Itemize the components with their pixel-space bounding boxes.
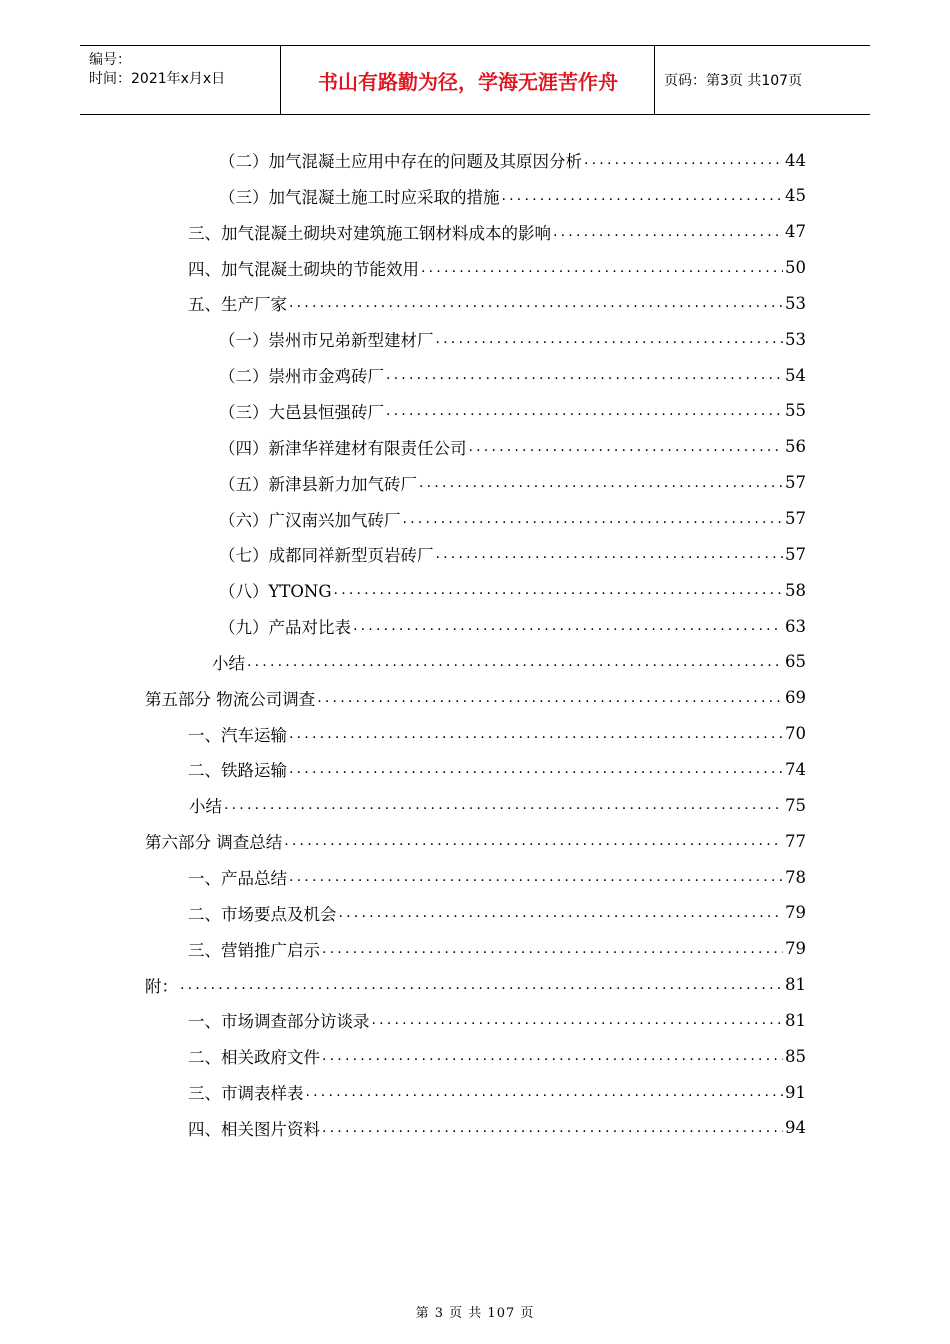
toc-entry[interactable] bbox=[188, 214, 806, 250]
toc-entry[interactable] bbox=[219, 465, 806, 501]
toc-entry-page: 57 bbox=[785, 473, 806, 493]
header-meta bbox=[80, 46, 281, 114]
toc-entry[interactable] bbox=[219, 501, 806, 537]
toc-entry[interactable] bbox=[219, 142, 806, 178]
toc-entry[interactable] bbox=[219, 393, 806, 429]
toc-entry[interactable] bbox=[188, 285, 806, 321]
toc-entry-page: 79 bbox=[785, 903, 806, 923]
toc-leader-dots bbox=[421, 260, 783, 276]
toc-entry-page: 91 bbox=[785, 1082, 806, 1102]
toc-entry-title: 一、产品总结 bbox=[188, 869, 287, 888]
toc-leader-dots bbox=[289, 295, 783, 311]
toc-entry-page: 53 bbox=[785, 293, 806, 313]
toc-entry-page: 81 bbox=[785, 1010, 806, 1030]
toc-entry-page: 53 bbox=[785, 329, 806, 349]
toc-entry[interactable] bbox=[145, 680, 806, 716]
toc-entry-page: 63 bbox=[785, 616, 806, 636]
toc-entry[interactable] bbox=[188, 751, 806, 787]
toc-entry-title: 第五部分 物流公司调查 bbox=[145, 689, 316, 709]
toc-entry[interactable] bbox=[219, 321, 806, 357]
toc-entry-page: 45 bbox=[785, 186, 806, 206]
toc-entry-title: 五、生产厂家 bbox=[188, 295, 287, 315]
toc-entry[interactable] bbox=[189, 787, 806, 823]
toc-leader-dots bbox=[436, 546, 784, 562]
toc-entry-page: 94 bbox=[785, 1118, 806, 1138]
toc-leader-dots bbox=[502, 188, 784, 204]
toc-entry-title: （九）产品对比表 bbox=[219, 618, 351, 638]
toc-entry-title: 一、市场调查部分访谈录 bbox=[188, 1012, 370, 1032]
toc-entry-title: 小结 bbox=[189, 797, 222, 817]
toc-entry[interactable] bbox=[188, 895, 806, 931]
toc-leader-dots bbox=[403, 511, 784, 527]
toc-leader-dots bbox=[353, 618, 783, 634]
toc-entry-title: （四）新津华祥建材有限责任公司 bbox=[219, 438, 467, 458]
toc-entry[interactable] bbox=[188, 1002, 806, 1038]
toc-entry-page: 78 bbox=[785, 867, 806, 887]
toc-entry[interactable] bbox=[188, 716, 806, 752]
toc-entry-page: 44 bbox=[785, 150, 806, 170]
toc-entry[interactable] bbox=[219, 608, 806, 644]
toc-entry-page: 81 bbox=[785, 975, 806, 995]
toc-entry-page: 85 bbox=[785, 1046, 806, 1066]
toc-entry-title: 三、市调表样表 bbox=[188, 1084, 304, 1104]
toc-entry-title: 小结 bbox=[212, 653, 245, 673]
toc-leader-dots bbox=[322, 1048, 783, 1064]
toc-entry[interactable] bbox=[219, 536, 806, 572]
toc-entry-title: （二）加气混凝土应用中存在的问题及其原因分析 bbox=[219, 152, 582, 171]
toc-entry[interactable] bbox=[219, 572, 806, 608]
toc-leader-dots bbox=[180, 977, 783, 993]
toc-leader-dots bbox=[289, 726, 783, 742]
toc-entry-page: 47 bbox=[785, 222, 806, 242]
toc-entry[interactable] bbox=[145, 823, 806, 859]
toc-entry-title: （五）新津县新力加气砖厂 bbox=[219, 474, 417, 494]
toc-entry-page: 54 bbox=[785, 365, 806, 385]
toc-leader-dots bbox=[289, 869, 783, 885]
toc-entry-page: 65 bbox=[785, 652, 806, 672]
toc-entry-title: （二）崇州市金鸡砖厂 bbox=[219, 367, 384, 387]
toc-entry-page: 57 bbox=[785, 544, 806, 564]
header-motto: 书山有路勤为径，学海无涯苦作舟 bbox=[282, 46, 655, 114]
toc-leader-dots bbox=[224, 797, 783, 813]
toc-leader-dots bbox=[317, 690, 783, 706]
toc-entry-title: 二、铁路运输 bbox=[188, 761, 287, 781]
toc-entry-page: 70 bbox=[785, 724, 806, 744]
toc-entry-title: 附： bbox=[145, 976, 178, 996]
toc-leader-dots bbox=[334, 582, 783, 598]
toc-entry-title: 四、加气混凝土砌块的节能效用 bbox=[188, 259, 419, 279]
toc-entry[interactable] bbox=[219, 178, 806, 214]
toc-leader-dots bbox=[419, 475, 783, 491]
toc-entry-page: 74 bbox=[785, 759, 806, 779]
toc-entry[interactable] bbox=[188, 931, 806, 967]
toc-leader-dots bbox=[372, 1012, 784, 1028]
toc-entry[interactable] bbox=[219, 357, 806, 393]
toc-entry-page: 75 bbox=[785, 795, 806, 815]
toc-leader-dots bbox=[386, 367, 783, 383]
toc-entry[interactable] bbox=[188, 1038, 806, 1074]
toc-entry-title: 四、相关图片资料 bbox=[188, 1119, 320, 1139]
toc-leader-dots bbox=[339, 905, 784, 921]
toc-leader-dots bbox=[306, 1084, 784, 1100]
toc-leader-dots bbox=[322, 941, 783, 957]
toc-leader-dots bbox=[584, 152, 783, 168]
toc-entry[interactable] bbox=[188, 250, 806, 286]
toc-entry-title: （八）YTONG bbox=[219, 582, 332, 602]
toc-entry[interactable] bbox=[212, 644, 806, 680]
toc-entry-title: （七）成都同祥新型页岩砖厂 bbox=[219, 546, 434, 566]
toc-entry-page: 69 bbox=[785, 688, 806, 708]
toc-entry-page: 57 bbox=[785, 509, 806, 528]
toc-leader-dots bbox=[436, 331, 784, 347]
toc-leader-dots bbox=[553, 224, 783, 240]
toc-entry-page: 50 bbox=[785, 258, 806, 278]
document-time-label: 时间：2021年x月x日 bbox=[89, 71, 226, 87]
toc-entry[interactable] bbox=[188, 1110, 806, 1146]
toc-entry-title: （六）广汉南兴加气砖厂 bbox=[219, 510, 401, 530]
toc-entry[interactable] bbox=[219, 429, 806, 465]
header-page-number: 页码：第3页 共107页 bbox=[664, 73, 803, 89]
toc-leader-dots bbox=[284, 833, 783, 849]
toc-entry-title: 一、汽车运输 bbox=[188, 725, 287, 745]
toc-entry[interactable] bbox=[145, 967, 806, 1003]
toc-entry[interactable] bbox=[188, 1074, 806, 1110]
document-number-label: 编号： bbox=[89, 52, 131, 68]
toc-leader-dots bbox=[322, 1120, 783, 1136]
toc-entry-title: 第六部分 调查总结 bbox=[145, 833, 283, 853]
page-header bbox=[80, 45, 870, 115]
toc-leader-dots bbox=[247, 654, 783, 670]
toc-entry[interactable] bbox=[188, 859, 806, 895]
toc-entry-page: 77 bbox=[785, 831, 806, 851]
toc-entry-title: 二、相关政府文件 bbox=[188, 1048, 320, 1068]
toc-leader-dots bbox=[469, 439, 784, 455]
toc-entry-page: 58 bbox=[785, 580, 806, 600]
toc-entry-title: 二、市场要点及机会 bbox=[188, 904, 337, 924]
toc-entry-page: 79 bbox=[785, 939, 806, 959]
toc-entry-page: 55 bbox=[785, 401, 806, 421]
toc-entry-title: （三）加气混凝土施工时应采取的措施 bbox=[219, 187, 500, 207]
toc-entry-title: （三）大邑县恒强砖厂 bbox=[219, 402, 384, 422]
toc-leader-dots bbox=[289, 761, 783, 777]
toc-entry-title: 三、加气混凝土砌块对建筑施工钢材料成本的影响 bbox=[188, 223, 551, 243]
page-footer: 第 3 页 共 107 页 bbox=[415, 1306, 535, 1321]
toc-entry-title: 三、营销推广启示 bbox=[188, 940, 320, 960]
toc-leader-dots bbox=[386, 403, 783, 419]
toc-entry-page: 56 bbox=[785, 437, 806, 457]
toc-entry-title: （一）崇州市兄弟新型建材厂 bbox=[219, 331, 434, 351]
